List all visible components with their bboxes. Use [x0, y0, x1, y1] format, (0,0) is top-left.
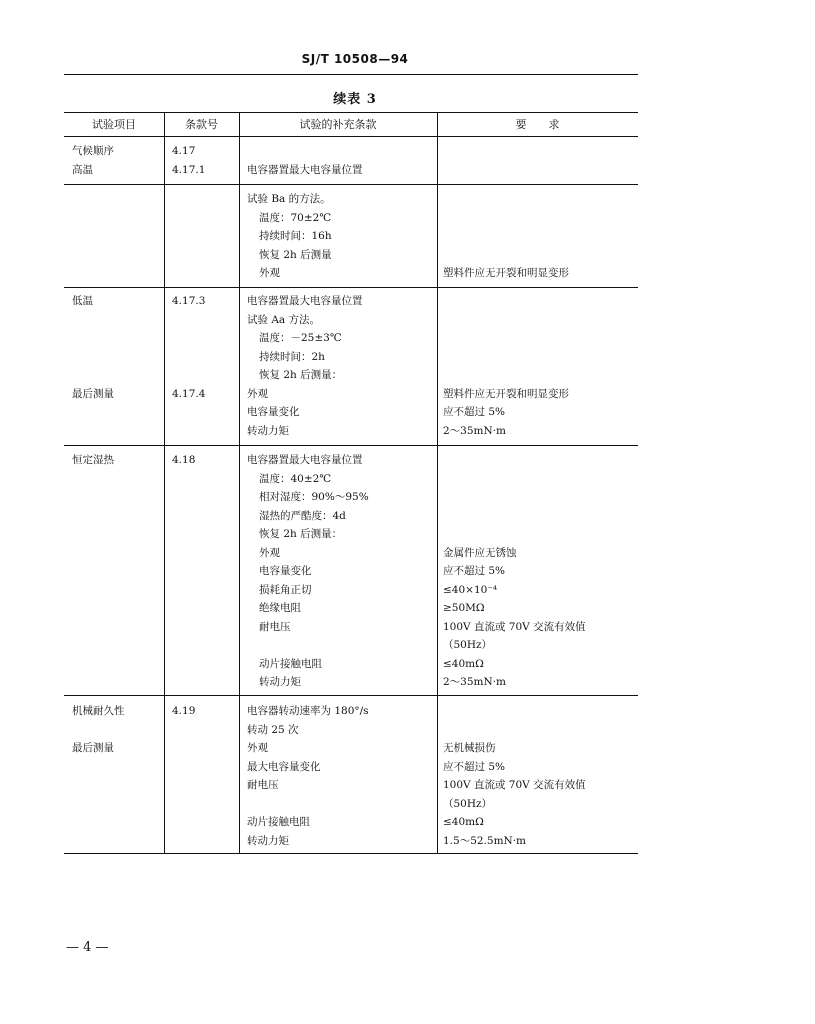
table-top-rule: [64, 112, 638, 113]
section-divider: [64, 184, 638, 185]
header-rule-bottom: [64, 136, 638, 137]
section-divider: [64, 287, 638, 288]
cell-supplementary-clause: 持续时间：16h: [259, 230, 332, 242]
cell-supplementary-clause: 转动 25 次: [247, 723, 299, 736]
cell-supplementary-clause: 湿热的严酷度：4d: [259, 509, 346, 522]
page-number: — 4 —: [66, 940, 109, 955]
cell-supplementary-clause: 转动力矩: [259, 676, 301, 688]
cell-supplementary-clause: 温度：70±2℃: [259, 211, 332, 224]
col-divider: [437, 112, 438, 854]
cell-clause-number: 4.17.3: [172, 295, 206, 307]
col-header-clause: 条款号: [185, 118, 218, 131]
cell-supplementary-clause: 恢复 2h 后测量: [259, 248, 332, 261]
cell-clause-number: 4.17: [172, 145, 196, 157]
cell-requirement: 应不超过 5%: [443, 760, 505, 773]
cell-test-item: 低温: [72, 295, 93, 307]
cell-requirement: ≤40×10⁻⁴: [443, 583, 498, 596]
cell-supplementary-clause: 转动力矩: [247, 424, 289, 437]
cell-test-item: 机械耐久性: [72, 705, 125, 717]
cell-supplementary-clause: 外观: [259, 267, 280, 279]
cell-requirement: 塑料件应无开裂和明显变形: [443, 267, 569, 279]
cell-test-item: 最后测量: [72, 742, 114, 754]
cell-supplementary-clause: 恢复 2h 后测量：: [259, 528, 343, 540]
table-title: 续表 3: [333, 92, 377, 107]
cell-supplementary-clause: 耐电压: [247, 779, 279, 791]
cell-supplementary-clause: 外观: [247, 742, 268, 754]
cell-supplementary-clause: 恢复 2h 后测量：: [259, 369, 343, 381]
cell-clause-number: 4.17.1: [172, 163, 206, 176]
cell-supplementary-clause: 电容器置最大电容量位置: [247, 454, 363, 466]
cell-requirement: 金属件应无锈蚀: [443, 546, 517, 559]
col-header-item: 试验项目: [92, 118, 136, 131]
cell-test-item: 高温: [72, 163, 93, 176]
cell-clause-number: 4.17.4: [172, 387, 206, 400]
cell-requirement: （50Hz）: [443, 639, 493, 651]
cell-supplementary-clause: 电容量变化: [247, 406, 300, 418]
cell-requirement: 应不超过 5%: [443, 565, 505, 577]
cell-requirement: 2～35mN·m: [443, 676, 506, 688]
cell-requirement: 无机械损伤: [443, 742, 496, 754]
cell-supplementary-clause: 温度：－25±3℃: [259, 332, 342, 344]
section-divider: [64, 695, 638, 696]
cell-supplementary-clause: 绝缘电阻: [259, 602, 301, 614]
cell-requirement: 塑料件应无开裂和明显变形: [443, 387, 569, 400]
document-code: SJ/T 10508—94: [301, 52, 409, 66]
cell-requirement: ≥50MΩ: [443, 602, 485, 614]
cell-supplementary-clause: 持续时间：2h: [259, 350, 325, 363]
cell-supplementary-clause: 最大电容量变化: [247, 760, 321, 773]
cell-supplementary-clause: 耐电压: [259, 620, 291, 633]
cell-supplementary-clause: 电容量变化: [259, 565, 312, 577]
cell-supplementary-clause: 电容器置最大电容量位置: [247, 295, 363, 307]
cell-requirement: 100V 直流或 70V 交流有效值: [443, 779, 586, 791]
col-divider: [164, 112, 165, 854]
cell-requirement: ≤40mΩ: [443, 657, 484, 670]
cell-test-item: 恒定湿热: [72, 454, 114, 466]
header-rule: [64, 74, 638, 75]
cell-supplementary-clause: 转动力矩: [247, 834, 289, 847]
cell-supplementary-clause: 损耗角正切: [259, 583, 312, 596]
cell-supplementary-clause: 试验 Ba 的方法。: [247, 193, 331, 205]
cell-supplementary-clause: 动片接触电阻: [247, 816, 310, 828]
cell-supplementary-clause: 外观: [247, 387, 268, 400]
cell-requirement: （50Hz）: [443, 797, 493, 810]
cell-supplementary-clause: 电容器转动速率为 180°/s: [247, 705, 369, 717]
section-divider: [64, 445, 638, 446]
cell-clause-number: 4.18: [172, 454, 196, 466]
cell-supplementary-clause: 温度：40±2℃: [259, 472, 332, 485]
col-divider: [239, 112, 240, 854]
cell-supplementary-clause: 外观: [259, 546, 280, 559]
cell-test-item: 气候顺序: [72, 145, 114, 157]
col-header-requirement: 要 求: [515, 118, 560, 131]
cell-requirement: 应不超过 5%: [443, 406, 505, 418]
cell-requirement: 2～35mN·m: [443, 424, 506, 437]
cell-supplementary-clause: 相对湿度：90%～95%: [259, 491, 369, 503]
cell-supplementary-clause: 动片接触电阻: [259, 657, 322, 670]
cell-supplementary-clause: 电容器置最大电容量位置: [247, 163, 363, 176]
cell-requirement: 100V 直流或 70V 交流有效值: [443, 620, 586, 633]
table-bottom-rule: [64, 853, 638, 854]
cell-requirement: ≤40mΩ: [443, 816, 484, 828]
cell-test-item: 最后测量: [72, 387, 114, 400]
col-header-supplement: 试验的补充条款: [299, 118, 377, 131]
cell-supplementary-clause: 试验 Aa 方法。: [247, 313, 321, 326]
cell-requirement: 1.5～52.5mN·m: [443, 834, 527, 847]
cell-clause-number: 4.19: [172, 705, 196, 717]
